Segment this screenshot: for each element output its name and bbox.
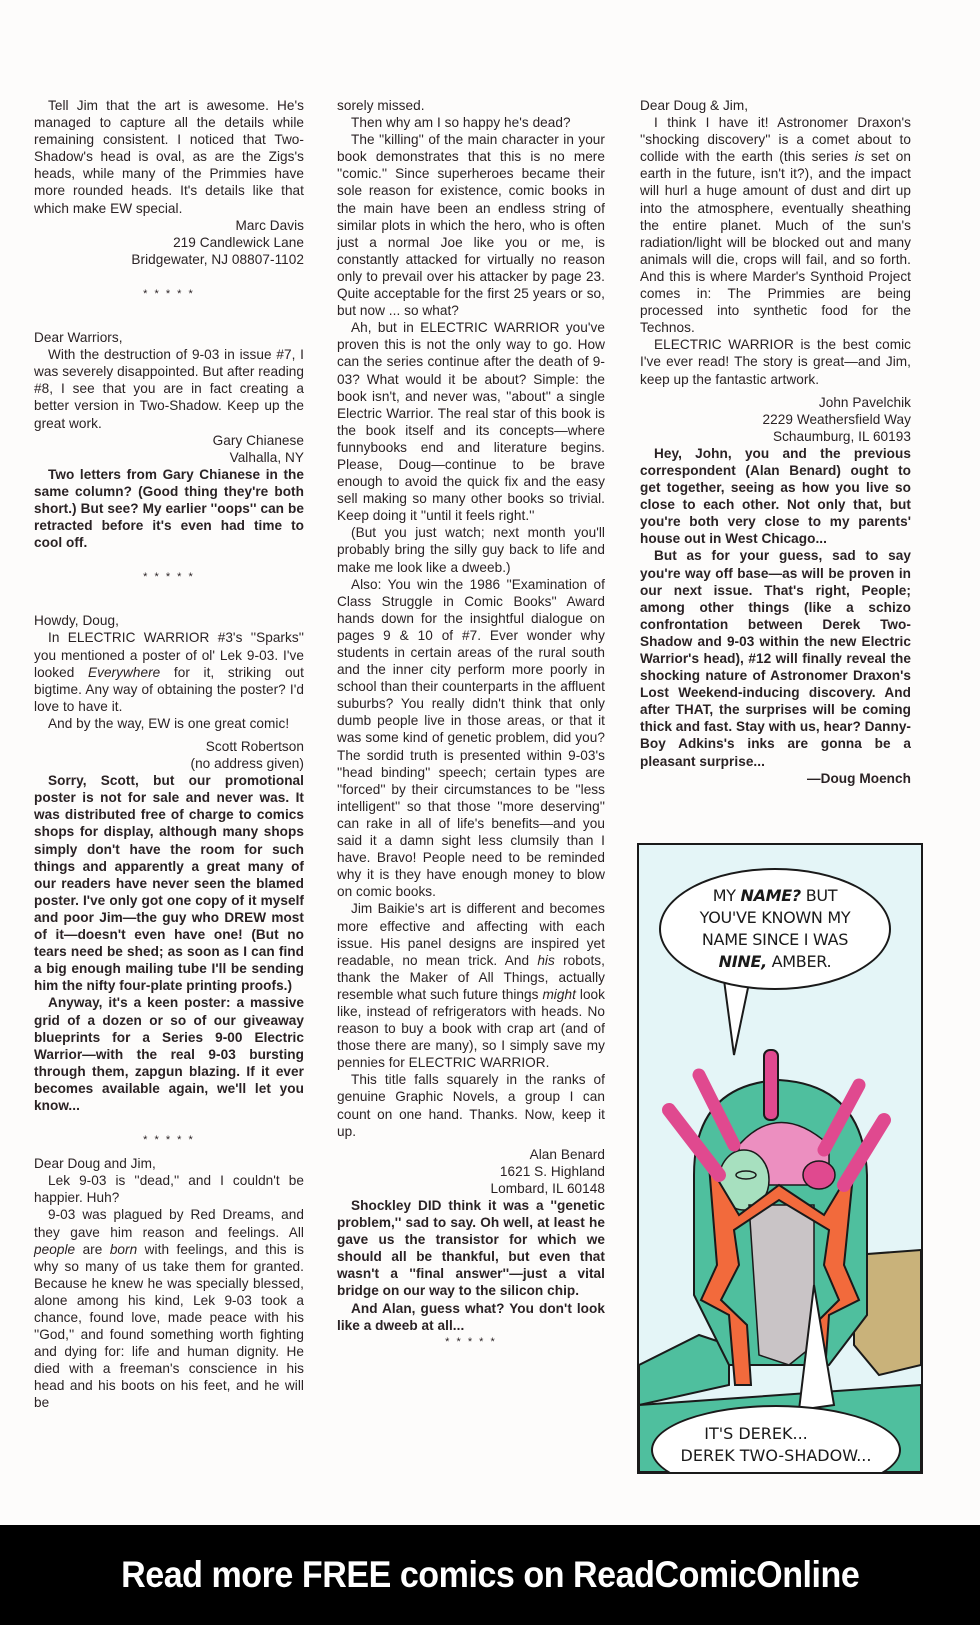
letter-signature-name: Scott Robertson <box>205 739 304 754</box>
letter-body: Tell Jim that the art is awesome. He's managed to capture all the details while remaining consistent. I noticed that Two-Shadow's head is oval, as are the Zigs's heads, while many of the Primmies have more rounded heads. It's details like that which make EW special. <box>34 98 304 216</box>
column-1 <box>34 97 304 1412</box>
speech-bubble-top: MY NAME? BUT YOU'VE KNOWN MY NAME SINCE I WAS NINE, AMBER. <box>659 868 891 990</box>
letter-signature-address: 2229 Weathersfield Way <box>762 411 911 427</box>
letter-signature-city: Valhalla, NY <box>229 449 304 465</box>
letter-salutation: Dear Warriors, <box>34 330 123 346</box>
letter-body: sorely missed. <box>337 98 425 113</box>
separator: * * * * * <box>143 287 195 300</box>
letter-body: Jim Baikie's art is different and becomes more effective and affecting with each issue. His panel designs are inspired yet readable, no mean trick. And his robots, thank the Maker of All Things, actually resemble what such future things might look like, instead of refrigerators with heads. No reason to buy a book with crap art (and of those there are many), so I simply save my pennies for ELECTRIC WARRIOR. <box>337 901 606 1071</box>
editor-reply: Two letters from Gary Chianese in the same column? (Good thing they're both short.) But see? My earlier ''oops'' can be retracted before it's even had time to cool off. <box>34 466 304 551</box>
letter-body: The ''killing'' of the main character in your book demonstrates that this is no mere ''comic.'' Since superheroes became their sole reason for existence, comic books in the main have been an endless string of similar plots in which the hero, who is often just a normal Joe like you or me, is constantly attacked for virtually no reason only to prevail over his attacker by page 23. Quite acceptable for the first 25 years or so, but now ... so what? <box>337 132 605 319</box>
editor-reply: Shockley DID think it was a ''genetic problem,'' sad to say. Oh well, at least he gave us the transistor for which we should all be thankful, but even that wasn't a ''final answer''—just a vital bridge on our way to the silicon chip. <box>337 1198 605 1299</box>
editor-reply: Sorry, Scott, but our promotional poster is not for sale and never was. It was distributed free of charge to comics shops for display, although many shops simply don't have the room for such things and apparently a great many of our readers have never seen the blamed poster. I've only got one copy of it myself and poor Jim—the guy who DREW most of it—doesn't even have one! (But no tears need be shed; as soon as I can find a big enough mailing tube I'll be sending him the nifty four-plate printing proofs.) <box>34 773 304 994</box>
letter-body: Also: You win the 1986 ''Examination of Class Struggle in Comic Books'' Award hands down for the insightful dialogue on pages 9 & 10 of #7. Ever wonder why students in certain areas of the rural south and the inner city perform more poorly in school than their counterparts in the affluent suburbs? You really didn't think that only dumb people live in those areas, or that it was some kind of genetic problem, did you? The sordid truth is presented within 9-03's ''head binding'' speech; certain types are ''forced'' by their circumstances to be ''less intelligent'' so that those ''more deserving'' can rake in all of life's benefits—and you said it a damn sight less clumsily than I have. Bravo! People need to be reminded why it is they have enough money to blow on comic books. <box>337 576 605 900</box>
letter-signature-city: Lombard, IL 60148 <box>490 1180 605 1196</box>
editor-reply: And Alan, guess what? You don't look like a dweeb at all... <box>337 1300 605 1333</box>
letter-salutation: Howdy, Doug, <box>34 613 119 629</box>
editor-reply: Anyway, it's a keen poster: a massive grid of a dozen or so of our giveaway blueprints for a Series 9-00 Electric Warrior—with the real 9-03 bursting through them, zapgun blazing. If it ever becomes available again, we'll let you know... <box>34 995 304 1113</box>
separator: * * * * * <box>143 1134 195 1147</box>
editor-reply: But as for your guess, sad to say you're way off base—as will be proven in our next issue. That's right, People; among other things (like a schizo confrontation between Derek Two-Shadow and 9-03 within the new Electric Warrior's head), #12 will finally reveal the shocking nature of Astronomer Draxon's Lost Weekend-inducing discovery. And after THAT, the surprises will be coming thick and fast. Stay with us, hear? Danny-Boy Adkins's inks are gonna be a pleasant surprise... <box>640 548 912 769</box>
editor-reply: Hey, John, you and the previous correspondent (Alan Benard) ought to get together, seeing as how you live so close to each other. Not only that, but you're both very close to my parents' house out in West Chicago... <box>640 445 911 547</box>
letter-signature-name: Marc Davis <box>235 217 304 233</box>
letter-signature-address: 219 Candlewick Lane <box>173 234 304 250</box>
letter-body: And by the way, EW is one great comic! <box>48 715 290 731</box>
separator: * * * * * <box>445 1335 497 1348</box>
letter-signature-note: (no address given) <box>190 756 304 772</box>
editor-signature: —Doug Moench <box>806 770 911 786</box>
letter-signature-city: Bridgewater, NJ 08807-1102 <box>131 251 304 267</box>
column-2 <box>337 97 605 1351</box>
letter-salutation: Dear Doug & Jim, <box>640 98 749 113</box>
letter-body: In ELECTRIC WARRIOR #3's ''Sparks'' you mentioned a poster of ol' Lek 9-03. I've looked Everywhere for it, striking out bigtime. Any way of obtaining the poster? I'd love to have it. <box>34 630 304 714</box>
letter-body: I think I have it! Astronomer Draxon's ''shocking discovery'' is a comet about to collide with the earth (this series is set on earth in the future, isn't it?), and the impact will hurl a huge amount of dust and dirt up into the atmosphere, eventually sheathing the entire planet. Much of the sun's radiation/light will be blocked out and many animals will die, crops will fail, and so forth. And this is where Marder's Synthoid Project comes in: The Primmies are being processed into synthetic food for the Technos. <box>640 115 911 336</box>
letter-body: This title falls squarely in the ranks of genuine Graphic Novels, a group I can count on one hand. Thanks. Now, keep it up. <box>337 1072 605 1139</box>
letter-signature-name: John Pavelchik <box>818 394 911 410</box>
letter-body: With the destruction of 9-03 in issue #7, I was severely disappointed. But after reading #8, I see that you are in fact creating a better version in Two-Shadow. Keep up the great work. <box>34 347 304 431</box>
separator: * * * * * <box>143 571 195 584</box>
letter-body: Ah, but in ELECTRIC WARRIOR you've proven this is not the only way to go. How can the series continue after the death of 9-03? What would it be about? Simple: the book isn't, and never was, ''about'' a single Electric Warrior. The real star of this book is the book itself and its concepts—where funnybooks end and literature begins. Please, Doug—continue to be brave enough to avoid the quick fix and the easy sell making so many other books so trivial. Keep doing it ''until it feels right.'' <box>337 320 605 524</box>
promo-banner-text[interactable]: Read more FREE comics on ReadComicOnline <box>120 1554 860 1595</box>
letter-body: 9-03 was plagued by Red Dreams, and they gave him reason and feelings. All people are born with feelings, and this is why so many of us take them for granted. Because he knew he was specially blessed, alone among his kind, Lek 9-03 took a chance, found love, made peace with his ''God,'' and found something worth fighting and dying for: life and human dignity. He died with a freeman's conscience in his head and his boots on his feet, and he will be <box>34 1207 304 1411</box>
letter-body: Lek 9-03 is ''dead,'' and I couldn't be happier. Huh? <box>34 1173 304 1206</box>
letter-signature-name: Gary Chianese <box>212 432 304 448</box>
letter-signature-city: Schaumburg, IL 60193 <box>772 428 911 444</box>
letter-salutation: Dear Doug and Jim, <box>34 1156 156 1172</box>
column-3 <box>640 97 911 787</box>
speech-bubble-bottom: IT'S DEREK... DEREK TWO-SHADOW... <box>651 1405 901 1474</box>
letter-signature-address: 1621 S. Highland <box>499 1163 605 1179</box>
letter-body: (But you just watch; next month you'll probably bring the silly guy back to life and make me look like a dweeb.) <box>337 525 605 575</box>
letter-body: Then why am I so happy he's dead? <box>351 115 571 131</box>
promo-banner <box>0 1525 980 1625</box>
letter-body: ELECTRIC WARRIOR is the best comic I've ever read! The story is great—and Jim, keep up the fantastic artwork. <box>640 337 911 387</box>
comic-panel <box>637 843 923 1474</box>
letter-signature-name: Alan Benard <box>529 1146 605 1162</box>
